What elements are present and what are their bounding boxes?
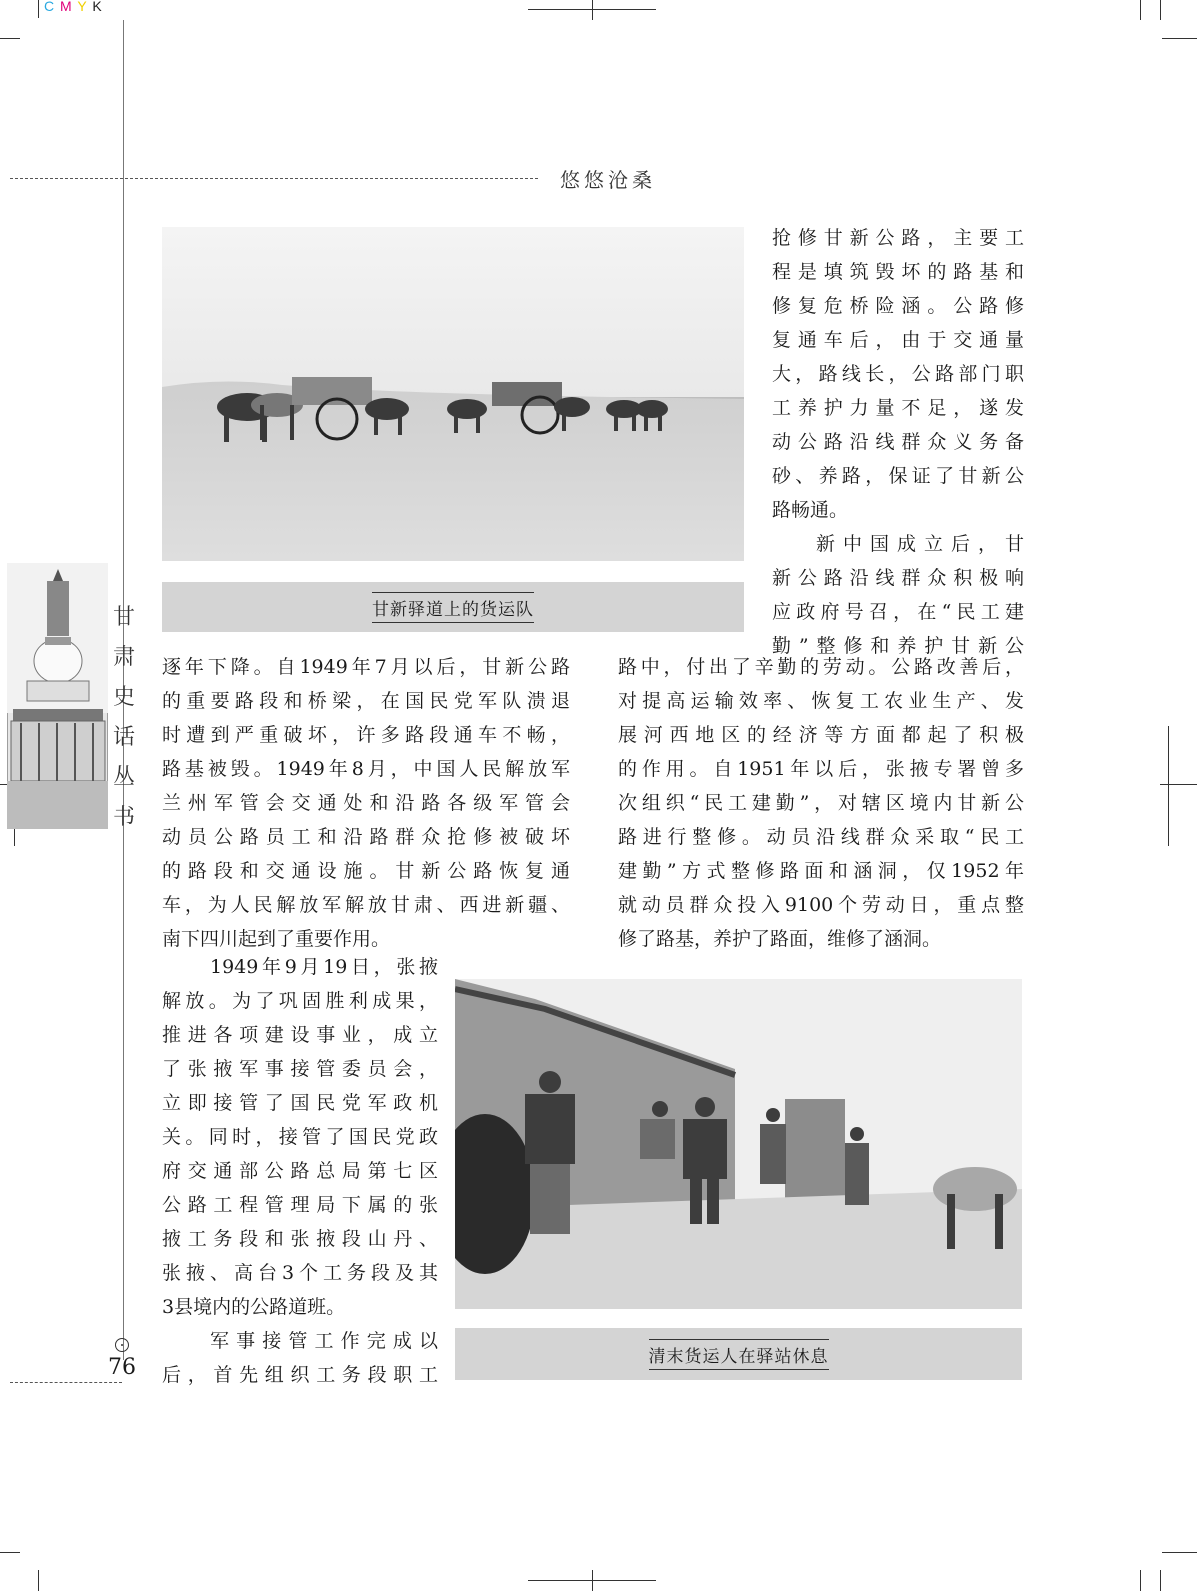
- crop-mark: [1162, 38, 1197, 39]
- text-line: 新公路沿线群众积极响: [772, 567, 1024, 589]
- series-title-vertical: [110, 598, 138, 838]
- series-title-char: 丛: [112, 765, 135, 790]
- text-line: 兰州军管会交通处和沿路各级军管会: [162, 792, 570, 814]
- yellow-label: Y: [77, 0, 88, 14]
- text-line: 逐年下降。自1949年7月以后，甘新公路: [162, 656, 570, 678]
- series-title-char: 话: [112, 725, 135, 750]
- caravan-photo-caption-box: [162, 582, 744, 632]
- text-line: 新中国成立后，甘: [816, 533, 1024, 555]
- cmyk-registration-label: [44, 0, 103, 14]
- crop-mark: [1162, 1552, 1197, 1553]
- text-line: 对提高运输效率、恢复工农业生产、发: [618, 690, 1024, 712]
- post-station-photo-caption: 清末货运人在驿站休息: [649, 1339, 829, 1370]
- text-line: 了张掖军事接管委员会，: [162, 1058, 438, 1080]
- series-title-char: 肃: [112, 645, 135, 670]
- post-station-photo: [455, 979, 1022, 1309]
- text-line: 掖工务段和张掖段山丹、: [162, 1228, 438, 1250]
- text-line: 工养护力量不足，遂发: [772, 397, 1024, 419]
- text-line: 公路工程管理局下属的张: [162, 1194, 438, 1216]
- crop-mark: [1160, 1570, 1161, 1591]
- text-line: 的重要路段和桥梁，在国民党军队溃退: [162, 690, 570, 712]
- page-number: 76: [108, 1355, 136, 1380]
- text-line: 后，首先组织工务段职工: [162, 1364, 438, 1386]
- text-line: 路进行整修。动员沿线群众采取“民工: [618, 826, 1024, 848]
- crop-mark: [38, 0, 39, 18]
- series-title-char: 史: [112, 685, 135, 710]
- page-ornament-icon: [115, 1338, 129, 1352]
- text-line: 勤”整修和养护甘新公: [772, 635, 1024, 657]
- text-line: 立即接管了国民党军政机: [162, 1092, 438, 1114]
- header-rule: [10, 178, 538, 179]
- text-line: 路畅通。: [772, 499, 849, 521]
- text-line: 路基被毁。1949年8月，中国人民解放军: [162, 758, 570, 780]
- registration-mark: [1160, 784, 1197, 785]
- text-line: 张掖、高台3个工务段及其: [162, 1262, 438, 1284]
- text-line: 程是填筑毁坏的路基和: [772, 261, 1024, 283]
- footer-rule: [10, 1382, 122, 1383]
- text-line: 军事接管工作完成以: [210, 1330, 438, 1352]
- caravan-photo-caption: 甘新驿道上的货运队: [372, 592, 534, 623]
- right-column-top-text: [772, 221, 1024, 663]
- registration-mark: [1168, 726, 1169, 846]
- text-line: 次组织“民工建勤”，对辖区境内甘新公: [618, 792, 1024, 814]
- text-line: 就动员群众投入9100个劳动日，重点整: [618, 894, 1024, 916]
- cyan-label: C: [44, 0, 56, 14]
- series-title-char: 甘: [112, 605, 135, 630]
- text-line: 车，为人民解放军解放甘肃、西进新疆、: [162, 894, 570, 916]
- text-line: 的作用。自1951年以后，张掖专署曾多: [618, 758, 1024, 780]
- right-column-mid-text: [618, 650, 1024, 956]
- registration-mark: [592, 0, 593, 20]
- magenta-label: M: [60, 0, 73, 14]
- post-station-photo-caption-box: [455, 1328, 1022, 1380]
- crop-mark: [0, 38, 20, 39]
- left-column-mid-text: [162, 650, 570, 956]
- text-line: 应政府号召，在“民工建: [772, 601, 1024, 623]
- text-line: 动员公路员工和沿路群众抢修被破坏: [162, 826, 570, 848]
- text-line: 砂、养路，保证了甘新公: [772, 465, 1024, 487]
- text-line: 修复危桥险涵。公路修: [772, 295, 1024, 317]
- text-line: 路中，付出了辛勤的劳动。公路改善后，: [618, 656, 1024, 678]
- pagoda-thumbnail: [7, 563, 108, 829]
- crop-mark: [38, 1570, 39, 1591]
- running-header-title: 悠悠沧桑: [560, 168, 656, 192]
- series-title-text: [110, 598, 138, 838]
- crop-mark: [1140, 1570, 1141, 1591]
- registration-mark: [592, 1570, 593, 1591]
- black-label: K: [92, 0, 103, 14]
- text-line: 关。同时，接管了国民党政: [162, 1126, 438, 1148]
- text-line: 南下四川起到了重要作用。: [162, 928, 391, 950]
- series-title-char: 书: [112, 805, 135, 830]
- text-line: 推进各项建设事业，成立: [162, 1024, 438, 1046]
- text-line: 府交通部公路总局第七区: [162, 1160, 438, 1182]
- crop-mark: [1160, 0, 1161, 20]
- text-line: 解放。为了巩固胜利成果，: [162, 990, 438, 1012]
- caravan-photo: [162, 227, 744, 561]
- left-column-bottom-text: [162, 950, 438, 1392]
- text-line: 时遭到严重破坏，许多路段通车不畅，: [162, 724, 570, 746]
- text-line: 展河西地区的经济等方面都起了积极: [618, 724, 1024, 746]
- text-line: 动公路沿线群众义务备: [772, 431, 1024, 453]
- text-line: 复通车后，由于交通量: [772, 329, 1024, 351]
- text-line: 3县境内的公路道班。: [162, 1296, 346, 1318]
- crop-mark: [0, 1552, 20, 1553]
- text-line: 的路段和交通设施。甘新公路恢复通: [162, 860, 570, 882]
- crop-mark: [1140, 0, 1141, 20]
- text-line: 建勤”方式整修路面和涵洞，仅1952年: [618, 860, 1024, 882]
- text-line: 大，路线长，公路部门职: [772, 363, 1024, 385]
- text-line: 修了路基，养护了路面，维修了涵洞。: [618, 928, 942, 950]
- text-line: 1949年9月19日，张掖: [210, 956, 438, 978]
- text-line: 抢修甘新公路，主要工: [772, 227, 1024, 249]
